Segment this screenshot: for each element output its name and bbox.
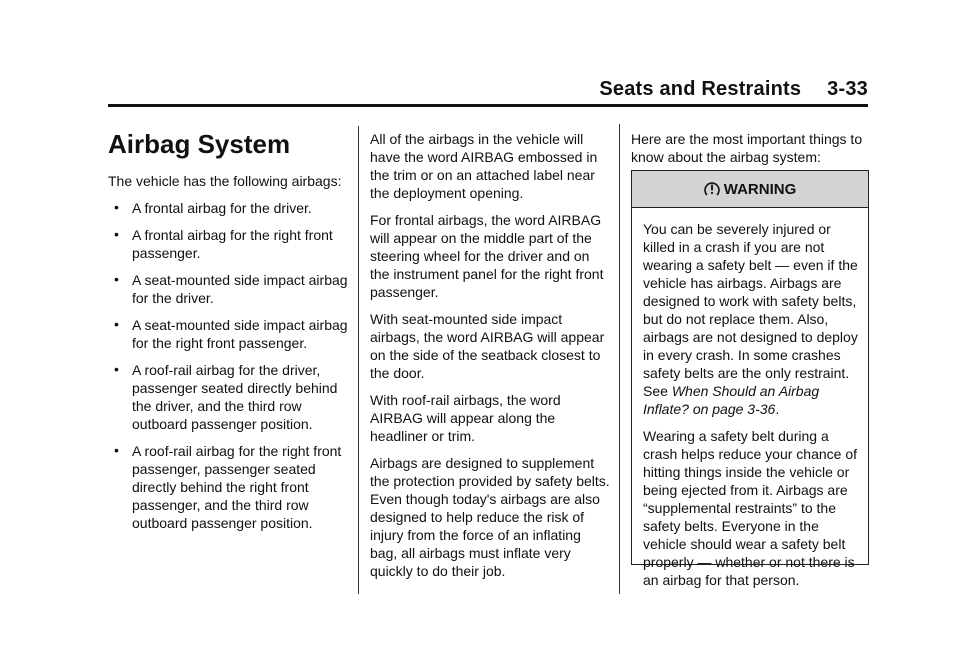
body-paragraph: All of the airbags in the vehicle will have the word AIRBAG embossed in the trim or on an attached label near the deployment opening. [370,131,598,201]
bullet-icon: • [114,199,119,215]
warning-text-end: . [775,401,780,417]
warning-icon [704,181,720,197]
section-heading: Airbag System [108,129,291,159]
list-item [108,226,348,262]
list-item-text: A seat-mounted side impact airbag for the driver. [132,272,348,306]
bullet-icon: • [114,271,119,287]
list-item-text: A roof-rail airbag for the right front passenger, passenger seated directly behind the right front passenger, and the third row outboard passenger position. [132,443,342,531]
column-divider [619,124,620,594]
page-header-title: Seats and Restraints 3-33 [599,78,868,100]
list-item-text: A frontal airbag for the driver. [132,200,312,216]
warning-text: You can be severely injured or killed in a crash if you are not wearing a safety belt — even if the vehicle has airbags. Airbags are designed to work with safety belts, but do not replace them. Also, airbags are not designed to deploy in every crash. In some crashes safety belts are the only restraint. See [643,221,858,399]
bullet-icon: • [114,442,119,458]
list-item [108,442,348,532]
list-item [108,271,348,307]
bullet-icon: • [114,316,119,332]
body-paragraph: With roof-rail airbags, the word AIRBAG will appear along the headliner or trim. [370,392,561,444]
column-2 [370,130,610,589]
warning-paragraph: Wearing a safety belt during a crash helps reduce your chance of hitting things inside the vehicle or being ejected from it. Airbags are “supplemental restraints” to the safety belts. Everyone in the vehicle should wear a safety belt properly — whether or not there is an airbag for that person. [643,428,858,588]
airbag-list [108,199,348,532]
list-item-text: A roof-rail airbag for the driver, passenger seated directly behind the driver, and the third row outboard passenger position. [132,362,338,432]
body-paragraph: For frontal airbags, the word AIRBAG will appear on the middle part of the steering wheel for the driver and on the instrument panel for the right front passenger. [370,212,604,300]
bullet-icon: • [114,361,119,377]
intro-paragraph: Here are the most important things to know about the airbag system: [631,131,863,165]
warning-title: WARNING [723,180,797,198]
body-paragraph: Airbags are designed to supplement the protection provided by safety belts. Even though today's airbags are also designed to help reduce the risk of injury from the force of an inflating bag, all airbags must inflate very quickly to do their job. [370,455,610,579]
list-item-text: A frontal airbag for the right front passenger. [132,227,333,261]
cross-reference-link[interactable]: When Should an Airbag Inflate? on page 3-36 [643,383,820,417]
list-item [108,199,348,217]
warning-body [632,208,868,589]
list-item [108,316,348,352]
warning-box [631,170,869,588]
warning-header [632,171,868,208]
bullet-icon: • [114,226,119,242]
column-3 [631,130,871,175]
list-item [108,361,348,433]
intro-paragraph: The vehicle has the following airbags: [108,173,342,189]
body-paragraph: With seat-mounted side impact airbags, the word AIRBAG will appear on the side of the seatback closest to the door. [370,311,605,381]
list-item-text: A seat-mounted side impact airbag for the right front passenger. [132,317,348,351]
column-divider [358,126,359,594]
warning-paragraph [643,220,858,418]
page-header [108,78,868,107]
column-1 [108,130,348,541]
